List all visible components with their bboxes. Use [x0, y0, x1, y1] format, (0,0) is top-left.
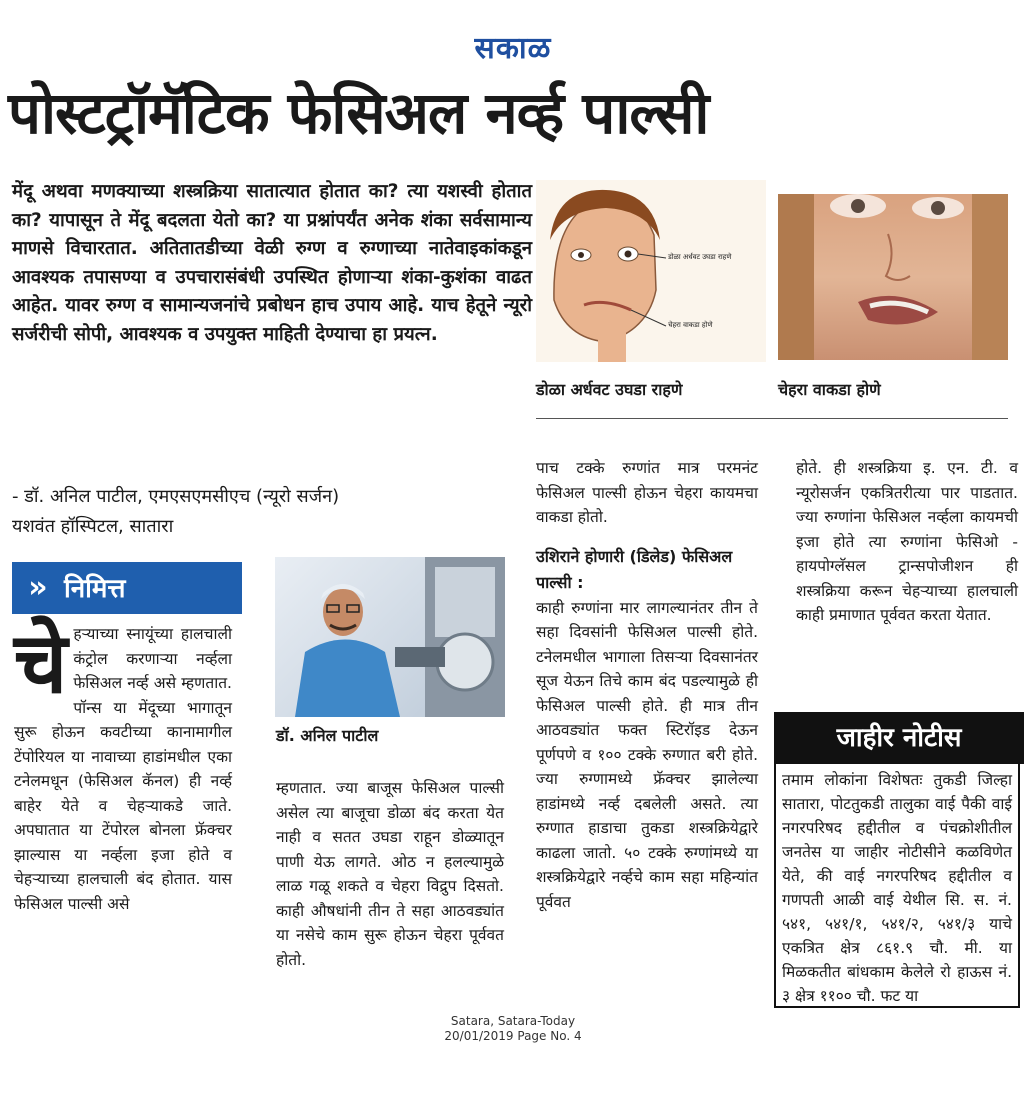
column-3-para1: पाच टक्के रुग्णांत मात्र परमनंट फेसिअल पाल्सी होऊन चेहरा कायमचा वाकडा होतो. [536, 459, 758, 526]
article-column-1 [14, 614, 232, 916]
drop-cap: चे [14, 614, 68, 712]
article-headline: पोस्टट्रॉमॅटिक फेसिअल नर्व्ह पाल्सी [8, 79, 709, 147]
newspaper-masthead: सकाळ [474, 31, 552, 66]
article-column-3 [536, 456, 758, 914]
footer-date-page: 20/01/2019 Page No. 4 [444, 1029, 582, 1043]
double-chevron-right-icon: » [28, 570, 48, 605]
divider-line [536, 418, 1008, 419]
section-label-band [12, 562, 242, 614]
subheading-delayed-palsy: उशिराने होणारी (डिलेड) फेसिअल पाल्सी : [536, 546, 733, 592]
byline-hospital: यशवंत हॉस्पिटल, सातारा [12, 516, 174, 537]
column-3-para2: काही रुग्णांना मार लागल्यानंतर तीन ते सहा दिवसांनी फेसिअल पाल्सी होते. टनेलमधील भागाला तिसऱ्या दिवसानंतर सूज येऊन तिचे काम बंद पडल्यामुळे ही फेसिअल पाल्सी होते. ही मात्र तीन आठवड्यांत फक्त स्टिरॉइड देऊन पूर्णपणे व १०० टक्के रुग्णात बरी होते. ज्या रुग्णामध्ये फ्रॅक्चर झालेल्या हाडांमध्ये नर्व्ह दबलेली असते. त्या रुग्णात हाडाचा तुकडा शस्त्रक्रियेद्वारे काढला जातो. ५० टक्के रुग्णांमध्ये या शस्त्रक्रियेद्वारे नर्व्हचे काम सहा महिन्यांत पूर्ववत [536, 598, 758, 911]
photo-caption-patient: चेहरा वाकडा होणे [778, 380, 881, 399]
public-notice-box [774, 764, 1020, 1008]
article-column-2: म्हणतात. ज्या बाजूस फेसिअल पाल्सी असेल त्या बाजूचा डोळा बंद करता येत नाही व सतत उघडा राहून डोळ्यातून पाणी येऊ लागते. ओठ न हलल्यामुळे लाळ गळू शकते व चेहरा विद्रुप दिसतो. काही औषधांनी तीन ते सहा आठवड्यांत या नसेचे काम सुरू होऊन चेहरा पूर्ववत होतो. [276, 779, 504, 969]
diagram-caption: डोळा अर्धवट उघडा राहणे [536, 380, 683, 399]
photo-caption: डॉ. अनिल पाटील [276, 726, 379, 745]
public-notice-body: तमाम लोकांना विशेषतः तुकडी जिल्हा सातारा, पोटतुकडी तालुका वाई पैकी वाई नगरपरिषद हद्दीतील व पंचक्रोशीतील जनतेस या जाहीर नोटीसीने कळविणेत येते, की वाई नगरपरिषद हद्दीतील व गणपती आळी वाई येथील सि. स. नं. ५४१, ५४१/१, ५४१/२, ५४१/३ याचे एकत्रित क्षेत्र ८६१.९ चौ. मी. या मिळकतीत बांधकाम केलेले रो हाऊस नं. ३ क्षेत्र ११०० चौ. फट या [782, 771, 1012, 1005]
byline-author: - डॉ. अनिल पाटील, एमएसएमसीएच (न्यूरो सर्जन) [12, 486, 340, 507]
diagram-label-eye: डोळा अर्धवट उघडा राहणे [668, 253, 732, 261]
column-1-text: हऱ्याच्या स्नायूंच्या हालचाली कंट्रोल करणाऱ्या नर्व्हला फेसिअल नर्व्ह असे म्हणतात. पॉन्स या मेंदूच्या भागातून सुरू होऊन कवटीच्या कानामागील टेंपोरियल या नावाच्या हाडांमधील एका टनेलमधून (फेसिअल कॅनल) ही नर्व्ह बाहेर येते व चेहऱ्याकडे जाते. अपघातात या टेंपोरल बोनला फ्रॅक्चर झाल्यास या नर्व्हला इजा होते व चेहऱ्याच्या हालचाली बंद होतात. यास फेसिअल पाल्सी असे [14, 625, 232, 913]
author-byline [12, 482, 532, 542]
facial-palsy-diagram [536, 180, 766, 362]
article-intro: मेंदू अथवा मणक्याच्या शस्त्रक्रिया सातात्यात होतात का? त्या यशस्वी होतात का? यापासून ते मेंदू बदलता येतो का? या प्रश्नांपर्यंत अनेक शंका सर्वसामान्य माणसे विचारतात. अतितातडीच्या वेळी रुग्ण व रुग्णाच्या नातेवाइकांकडून आवश्यक तपासण्या व उपचारासंबंधी उपस्थित होणाऱ्या शंका-कुशंका वाढत आहेत. यावर रुग्ण व सामान्यजनांचे प्रबोधन हाच उपाय आहे. याच हेतूने न्यूरो सर्जरीची सोपी, आवश्यक व उपयुक्त माहिती देण्याचा हा प्रयत्न. [12, 181, 532, 345]
patient-face-photo [778, 194, 1008, 360]
diagram-label-mouth: चेहरा वाकडा होणे [668, 321, 713, 329]
doctor-photo [275, 557, 505, 717]
article-column-4: होते. ही शस्त्रक्रिया इ. एन. टी. व न्यूरोसर्जन एकत्रितरीत्या पार पाडतात. ज्या रुग्णांना फेसिअल नर्व्हला कायमची इजा होते त्या रुग्णांना फेसिओ - हायपोग्लॅसल ट्रान्सपोजीशन ही शस्त्रक्रिया करून चेहऱ्याच्या हालचाली काही प्रमाणात पूर्ववत करता येतात. [796, 459, 1018, 624]
page-footer [0, 1014, 1026, 1044]
section-label: निमित्त [64, 574, 126, 604]
public-notice-heading: जाहीर नोटीस [774, 712, 1024, 764]
footer-edition: Satara, Satara-Today [450, 1014, 576, 1028]
